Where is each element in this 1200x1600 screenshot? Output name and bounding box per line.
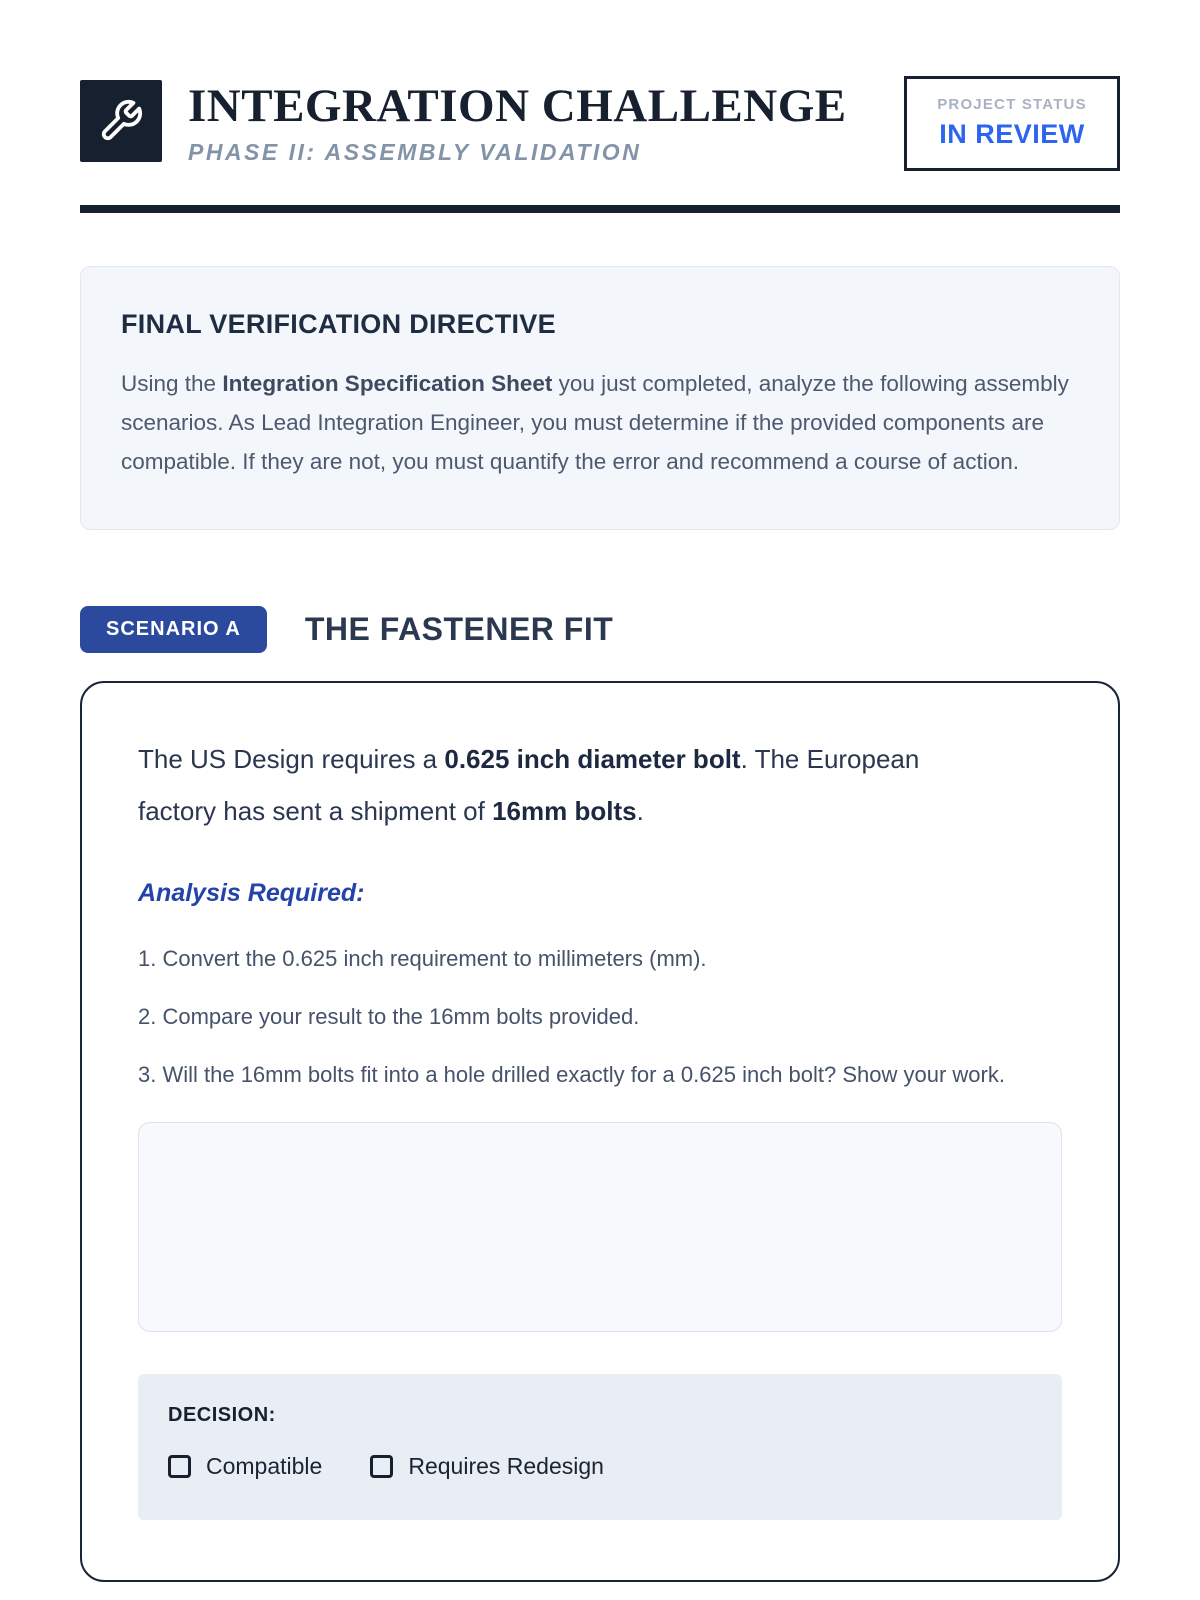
intro-bold1: 0.625 inch diameter bolt <box>444 744 741 774</box>
task-item-3: 3. Will the 16mm bolts fit into a hole drilled exactly for a 0.625 inch bolt? Show your work. <box>138 1062 1005 1087</box>
work-area-input[interactable] <box>138 1122 1062 1332</box>
intro-bold2: 16mm bolts <box>492 796 637 826</box>
option-compatible[interactable] <box>168 1453 322 1480</box>
directive-body <box>121 364 1079 481</box>
compatible-label: Compatible <box>206 1453 323 1479</box>
option-requires-redesign[interactable] <box>370 1453 604 1480</box>
task-item-1: 1. Convert the 0.625 inch requirement to millimeters (mm). <box>138 946 707 971</box>
scenario-title: THE FASTENER FIT <box>304 611 614 647</box>
directive-body-suffix: you just completed, analyze the following assembly scenarios. As Lead Integration Engineer, you must determine if the provided components are compatible. If they are not, you must quantify the error and recommend a course of action. <box>121 371 1069 474</box>
directive-body-prefix: Using the <box>121 371 223 396</box>
status-label: PROJECT STATUS <box>937 96 1087 113</box>
directive-body-bold: Integration Specification Sheet <box>222 371 553 396</box>
scenario-card <box>80 681 1120 1582</box>
compatible-checkbox[interactable] <box>168 1455 191 1478</box>
task-list <box>138 942 1062 1092</box>
status-badge: IN REVIEW <box>939 119 1085 149</box>
directive-panel <box>80 266 1120 530</box>
intro-part1: The US Design requires a <box>138 744 445 774</box>
decision-panel <box>138 1374 1062 1520</box>
directive-heading: FINAL VERIFICATION DIRECTIVE <box>121 309 556 339</box>
intro-part3: . <box>636 796 644 826</box>
scenario-header <box>80 606 1120 653</box>
scenario-intro <box>138 733 938 837</box>
requires-redesign-label: Requires Redesign <box>408 1453 604 1479</box>
wrench-icon <box>80 80 162 162</box>
header <box>80 80 1120 171</box>
decision-options <box>168 1453 1032 1480</box>
brand <box>80 80 847 166</box>
task-item-2: 2. Compare your result to the 16mm bolts provided. <box>138 1004 640 1029</box>
page-title: INTEGRATION CHALLENGE <box>188 80 847 132</box>
scenario-badge: SCENARIO A <box>80 606 267 653</box>
decision-label: DECISION: <box>168 1404 276 1426</box>
analysis-required-label: Analysis Required: <box>138 879 365 907</box>
header-divider <box>80 205 1120 213</box>
intro-part2: . The European factory has sent a shipment of <box>138 744 920 826</box>
page-subtitle: PHASE II: ASSEMBLY VALIDATION <box>188 139 642 165</box>
project-status-box <box>904 76 1120 171</box>
brand-text <box>188 80 847 166</box>
requires-redesign-checkbox[interactable] <box>370 1455 393 1478</box>
